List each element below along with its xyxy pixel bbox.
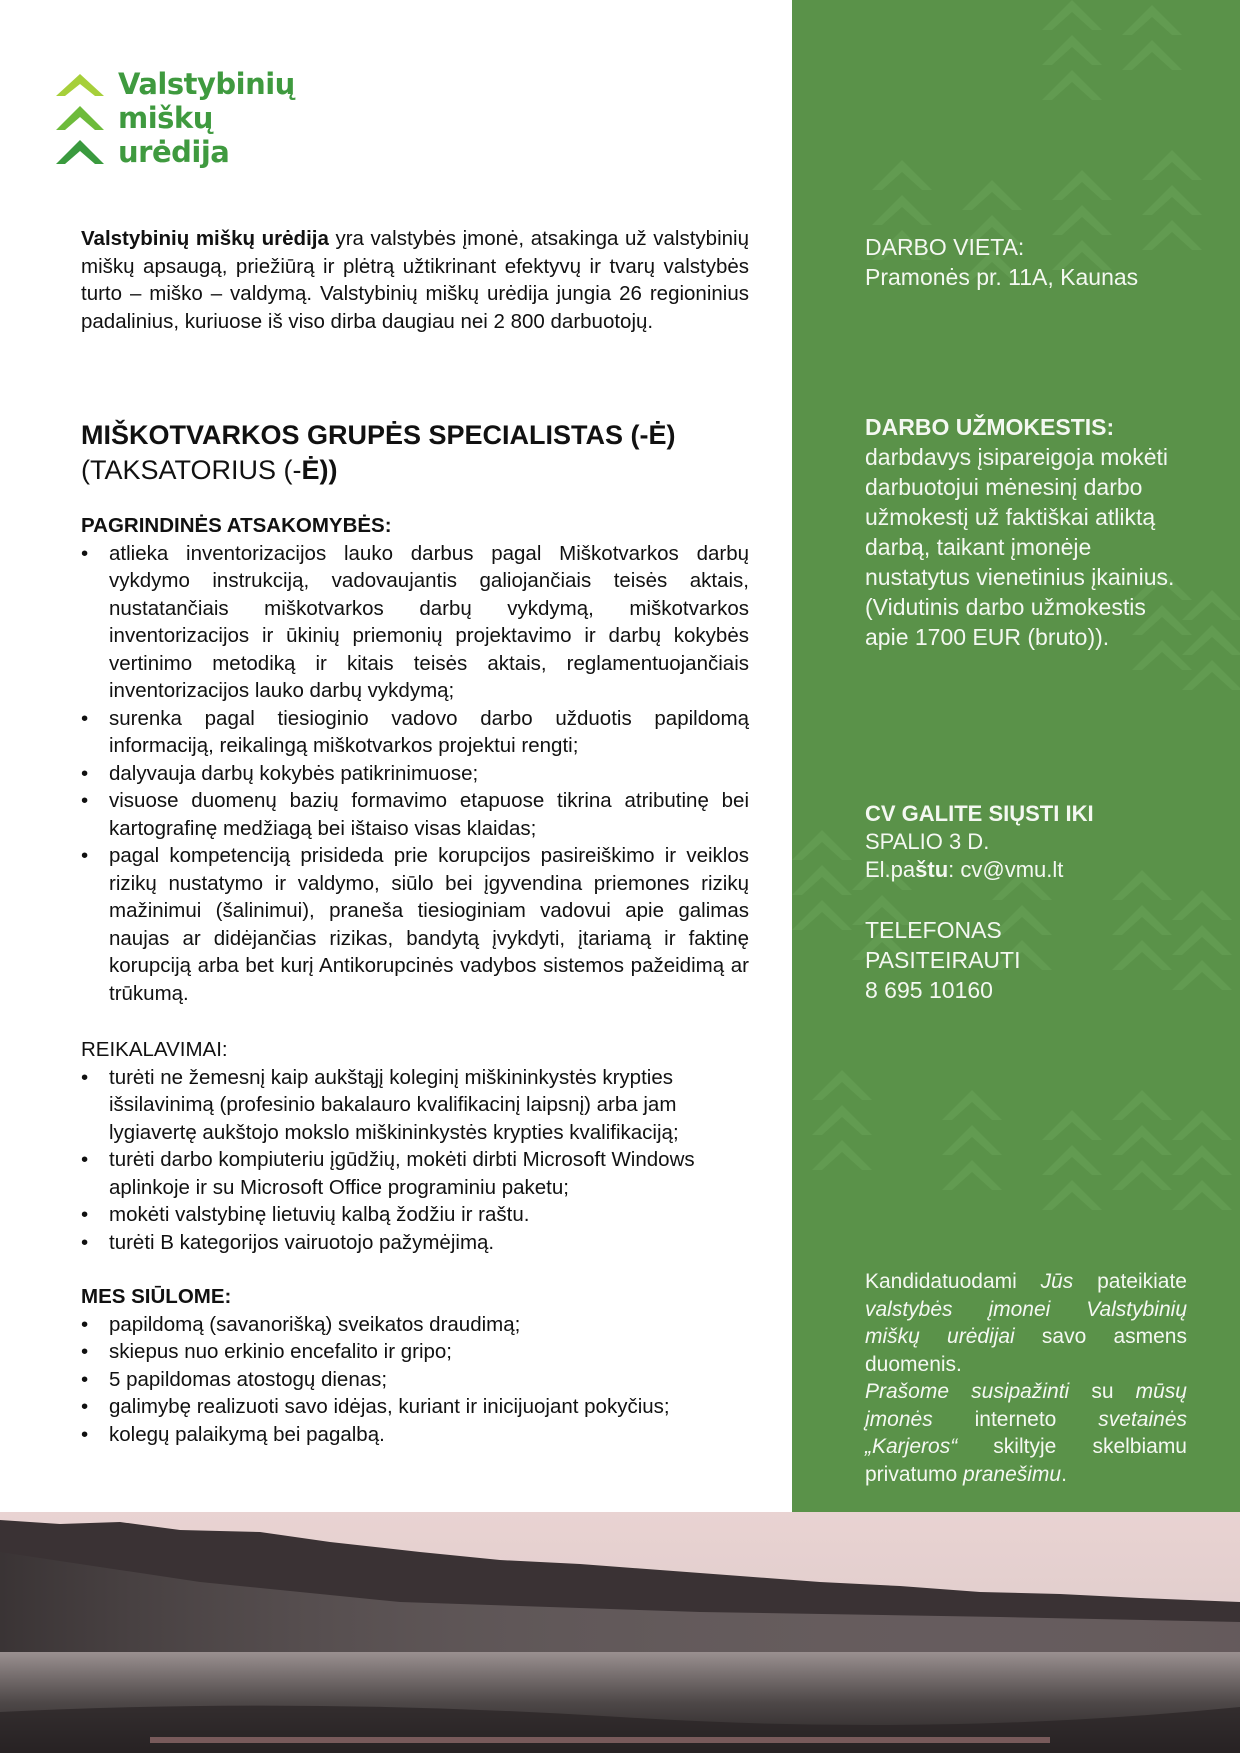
list-item: • surenka pagal tiesioginio vadovo darbo užduotis papildomą informaciją, reikalingą miškotvarkos projektui rengti; <box>81 705 749 760</box>
cv-block <box>865 800 1187 884</box>
lake-forest-image <box>0 1512 1240 1753</box>
list-item: • dalyvauja darbų kokybės patikrinimuose; <box>81 760 749 788</box>
phone-line-1: TELEFONAS <box>865 917 1002 943</box>
salary-block <box>865 412 1187 652</box>
privacy-text: su <box>1069 1380 1136 1403</box>
list-item: • 5 papildomas atostogų dienas; <box>81 1366 749 1394</box>
job-title-line-1: MIŠKOTVARKOS GRUPĖS SPECIALISTAS (-Ė) <box>81 420 676 450</box>
phone-block <box>865 915 1187 1005</box>
privacy-text: . <box>1061 1462 1067 1486</box>
logo <box>54 68 314 174</box>
offer-heading: MES SIŪLOME: <box>81 1285 232 1308</box>
list-item: • turėti B kategorijos vairuotojo pažymėjimą. <box>81 1229 749 1257</box>
job-title-line-2-bold: Ė)) <box>301 455 338 485</box>
phone-line-2: PASITEIRAUTI <box>865 947 1021 973</box>
privacy-text: Jūs <box>1040 1270 1074 1293</box>
privacy-text: Kandidatuodami <box>865 1270 1041 1293</box>
list-item: • papildomą (savanorišką) sveikatos draudimą; <box>81 1311 749 1339</box>
email-line <box>865 856 1187 884</box>
org-name: Valstybinių miškų urėdija <box>81 227 329 250</box>
requirements-list <box>81 1064 749 1257</box>
privacy-text: mūsų įmonės <box>865 1380 1187 1431</box>
lake-forest-photo <box>0 1512 1240 1753</box>
list-item: • turėti ne žemesnį kaip aukštąjį koleginį miškininkystės krypties išsilavinimą (profesinio bakalauro kvalifikacinį laipsnį) arba jam lygiavertę aukštojo mokslo miškininkystės krypties kvalifikaciją; <box>81 1064 749 1147</box>
privacy-text: pateikiate <box>1073 1270 1187 1293</box>
privacy-text: svetainės „Karjeros“ <box>865 1407 1187 1458</box>
privacy-notice-link[interactable]: pranešimu <box>963 1462 1062 1486</box>
privacy-text: valstybės įmonei Valstybinių miškų urėdijai <box>865 1297 1187 1348</box>
requirements-section <box>81 1036 749 1256</box>
privacy-text: skiltyje skelbiamu privatumo <box>865 1435 1187 1486</box>
offer-list <box>81 1311 749 1449</box>
privacy-text: Prašome susipažinti <box>865 1380 1070 1403</box>
list-item: • atlieka inventorizacijos lauko darbus pagal Miškotvarkos darbų vykdymo instrukciją, vadovaujantis galiojančiais teisės aktais, nustatančiais miškotvarkos darbų vykdymą, miškotvarkos inventorizacijos ir ūkinių priemonių projektavimo ir darbų kokybės vertinimo metodiką ir kitais teisės aktais, reglamentuojančiais inventorizacijos lauko darbų vykdymą; <box>81 540 749 705</box>
requirements-heading: REIKALAVIMAI: <box>81 1038 228 1061</box>
job-title-line-2-prefix: (TAKSATORIUS (- <box>81 455 302 485</box>
logo-line-1: Valstybinių <box>118 67 295 101</box>
email-link[interactable]: : cv@vmu.lt <box>948 857 1064 882</box>
job-title <box>81 418 761 488</box>
email-bold: štu <box>915 857 949 882</box>
phone-number[interactable]: 8 695 10160 <box>865 977 993 1003</box>
salary-text: darbdavys įsipareigoja mokėti darbuotojui mėnesinį darbo užmokestį už faktiškai atliktą darbą, taikant įmonėje nustatytus vienetinius įkainius. (Vidutinis darbo užmokestis apie 1700 EUR (bruto)). <box>865 444 1175 650</box>
tree-chevrons-icon <box>54 68 106 170</box>
privacy-text: savo asmens duomenis. <box>865 1325 1187 1376</box>
list-item: • galimybę realizuoti savo idėjas, kuriant ir inicijuojant pokyčius; <box>81 1393 749 1421</box>
logo-line-2: miškų <box>118 101 213 135</box>
email-prefix: El.pa <box>865 857 916 882</box>
job-title-line-2 <box>81 453 761 488</box>
responsibilities-list <box>81 540 749 1008</box>
list-item: • skiepus nuo erkinio encefalito ir gripo; <box>81 1338 749 1366</box>
offer-section <box>81 1283 749 1448</box>
salary-label: DARBO UŽMOKESTIS: <box>865 414 1115 440</box>
workplace-block <box>865 232 1187 292</box>
responsibilities-heading: PAGRINDINĖS ATSAKOMYBĖS: <box>81 514 392 537</box>
list-item: • pagal kompetenciją prisideda prie korupcijos pasireiškimo ir veiklos rizikų nustatymo ir valdymo, siūlo bei įgyvendina priemones rizikų mažinimui (šalinimui), praneša tiesioginiam vadovui apie galimas naujas ar didėjančias rizikas, bandytą įvykdyti, įtariamą ir faktinę korupciją arba bet kurį Antikorupcinės vadybos sistemos pažeidimą ar trūkumą. <box>81 842 749 1007</box>
intro-paragraph <box>81 225 749 335</box>
intro-text: yra valstybės įmonė, atsakinga už valstybinių miškų apsaugą, priežiūrą ir plėtrą užtikrinant efektyvų ir tvarų valstybės turto – miško – valdymą. Valstybinių miškų urėdija jungia 26 regioninius padalinius, kuriuose iš viso dirba daugiau nei 2 800 darbuotojų. <box>81 227 749 333</box>
workplace-label: DARBO VIETA: <box>865 234 1025 260</box>
privacy-text: interneto <box>932 1407 1099 1431</box>
responsibilities-section <box>81 512 749 1007</box>
list-item: • turėti darbo kompiuteriu įgūdžių, mokėti dirbti Microsoft Windows aplinkoje ir su Microsoft Office programiniu paketu; <box>81 1146 749 1201</box>
list-item: • mokėti valstybinę lietuvių kalbą žodžiu ir raštu. <box>81 1201 749 1229</box>
workplace-value: Pramonės pr. 11A, Kaunas <box>865 264 1139 290</box>
list-item: • visuose duomenų bazių formavimo etapuose tikrina atributinę bei kartografinę medžiagą bei ištaiso visas klaidas; <box>81 787 749 842</box>
list-item: • kolegų palaikymą bei pagalbą. <box>81 1421 749 1449</box>
cv-label: CV GALITE SIŲSTI IKI <box>865 801 1094 826</box>
logo-line-3: urėdija <box>118 135 230 169</box>
cv-deadline: SPALIO 3 D. <box>865 829 990 854</box>
privacy-note <box>865 1268 1187 1488</box>
